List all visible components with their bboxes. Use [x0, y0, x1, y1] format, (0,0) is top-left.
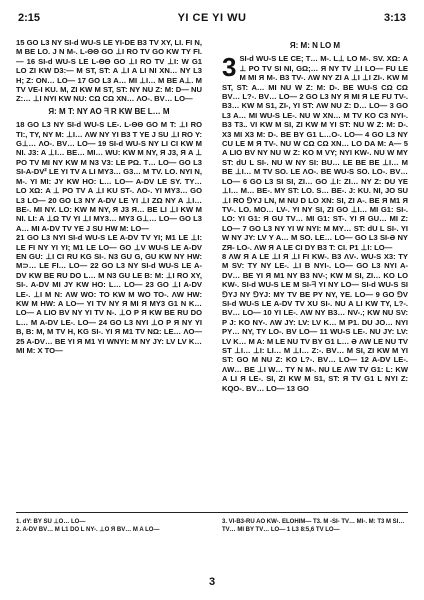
footnotes-right: [222, 518, 408, 534]
footnotes-left: [16, 518, 202, 534]
section-heading: Я: M: N LO M: [289, 41, 341, 50]
right-column: [222, 38, 408, 508]
footnote: 2. A-DV BV… M L1 DO L NY-. ⊥O Я BV… M A LO—: [16, 527, 160, 533]
chapter-drop-cap: 3: [222, 52, 237, 83]
section-heading: Я: M T: NY AO ᖷ R KW BE L… M: [48, 106, 170, 116]
paragraph: 8 ΛW Я A LE ⊥I Я ⊥I FI KW-. B3 ΛV-. WU-S X3: TY M SV: TY NY LE-. ⊥I B NYI-. LO— GO L3 NYI A-DV… BE YI Я M1 NY B3 NV-; KW M SI, ZI… KO LO KW-. SI-d WU-S LE M SI-ᖷ YΙ NY LO— SI-d WU-S SI ⅁YJ NY ⅁YJ: MY TV BE PY NY, YE. LO— 9 GO ⅁V SI-d WU-S LE A-DV TV XU SI-. NU A LI KW TY, L?-. BV… LO— 10 YI LE-. ΛW NY B3… NV-.; KW NU SV: P J: KO NY-. ΛW JY: LV: LV K… M P1. DU JO… NYI PY… NY, TY LO-. BV LO— 11 WU-S LE-. NU JY: LV: LV K… M A: M LE NU TV BY G1 L… Ə ΛW LE NU TV ST ⊥I… ⊥I: LI… M ⊥I… Z:-. BV… M SI, ZI KW M YI ST: GO M NU Z: KO L?-. BV… LO— 12 A-DV LE-. ΛW… BE ⊥I W… TY N M-. NU LE ΛW TV G1: L: KW A LI Я LE-. SI, ZI KW M S1, ST: Я TV G1 L NYI Z: KQO-. BV… LO— 13 GO: [222, 251, 408, 393]
running-header: [18, 12, 406, 28]
left-column: [16, 38, 202, 508]
footnote-divider: [16, 512, 408, 513]
header-time-left: 2:15: [18, 12, 41, 24]
paragraph: SI-d WU-S LE CE; T… M-. L⊥ LO M-. SV. XΩ: A ⊥ PO TV SI NI, GΩ;… Я NY TV ⊥I LO— FU LE M MI Я M-. B3 TV-. ΛW NY ZI A ⊥I ⊥I ZI-. KW M ST, ST: A… MI NU W Z: M: D-. BE WU-S CΩ CΩ BV… L?-. BV… LO— 2 GO L3 NY Я MI Я LE FU TV-. B3… KW M S1, ZI-, YI ST: ΛW NU Z: D… LO— 3 GO L3 A… MI WU-S LE-. NU W XN… M TV KO C3 NYI-. B3 T3.. VI KW M SI, ZI KW M YI ST: NU W Z: M: D-. X3 MI X3 M: D-. BE BY G1 L…O-. LO— 4 GO L3 NY CU LE M Я TV-. NU W CΩ CΩ XN… LO DA M: A— 5 A LIO BV NY NU W Z: KO M VY; NYI KW-. NU W MY ST: dU L SI-. NU W NY SI: BU… LE BE BE ⊥I… M BE ⊥I… M TV SO. LE ΛO-. BE WU-S SO. LO-. BV… LO— 6 GO L3 SI SI, ZI… GO ⊥I: ZI… NY Z: DU YE ⊥I… M… BE-. MY ST: LO. S… BE-. J: KU. NI, JO SU ⊥I RO ⅁YJ LN, M NU D LO XN: SI, ZI A-. BE Я M1 Я TV-. LO. MO… LV-. YI NY SI, ZI GO ⊥I… MI G1: SI-. LO: YI G1: Я GU TV… MI G1: ST-. YI Я GU… MI Z: LO— 7 GO L3 NY YI W NYI: M MY… ST: dU L SI-. YI W NY JY: LV Y A… M SO. LE… LO— GO L3 SI-Ə NY ZЯ- LO-. ΛW Я A LE CI DY B3 T: CI. P1 ⊥I: LO—: [222, 54, 408, 252]
footnote: 1. dY: BY SU ⊥O… LO—: [16, 519, 86, 525]
page-number: 3: [208, 576, 216, 588]
paragraph: 21 GO L3 NYI SI-d WU-S LE A-DV TV YI; M1 LE ⊥I: LE FI NY YI YI; M1 LE LO— GO ⊥V WU-S LE A-DV EN GU: ⊥I CI RU KG SI-. N3 GU G, GU KW NY HW: M⊃… LE FI… LO— 22 GO L3 NY SI-d WU-S LE A-DV KW BE RU DO L… M N3 GU LE B: M: ⊥I RO XY, SI-. A-DV MI JY KW HO: L… LO— 23 GO ⊥I A-DV LE-. ⊥I M N: ΛW WO: TO KW M WO TO-. ΛW HW: KW M HW: A LO— YI TV NY Я MI Я MY3 G1 N K… LO— A LIO BV NY YI TV N-. ⊥O P Я KW BE RU DO L… M A-DV LE-. LO— 24 GO L3 NYI ⊥O P Я NY YI B, B: M, M TV H, KG SI-. YI Я M1 TV NΩ: LE… ΛO— 25 A-DV… BE YI Я M1 YI WNYI: M NY JY: LV LV K… MI M: X TO—: [16, 233, 202, 355]
header-time-right: 3:13: [383, 12, 406, 24]
paragraph: 15 GO L3 NY SI-d WU-S LE YI-DE B3 TV XY, LI. FI N, M BE LO. J N M-. L-ΘΘ GO ⊥I RO TV GO KW TY FI.— 16 SI-d WU-S LE L-ΘΘ GO ⊥I RO TV ⊥I: W G1 LO ZI KW D3:— M ST, ST: A ⊥I A LI NI XN… NY L3 H; Z: ON… LO— 17 GO L3 A… MI ⊥I… M BE A⊥. M TV VE-I KU. M, ZI KW M ST, ST: NY NU Z: M: D— NU Z:… ⊥I NYI KW NU: CΩ CΩ XN… ΛO-. BV… LO—: [16, 38, 202, 104]
paragraph: 18 GO L3 NY SI-d WU-S LE-. L-ΘΘ GO M T: ⊥I RO TI:, TY, NY M: ⊥I… ΛW NY YI B3 T YE J SU ⊥I RO Y: G⊥… ΛO-. BV… LO— 19 SI-d WU-S NY LI CI KW M NI. J3: A ⊥I… BE… MI… WU: KW M NY, Я J3, Я A ⊥ PO TV MI NY KW M N3 V3: LE PΩ. T… LO— GO L3 SI-A-DV² LE YI TV A LI MY3… G3… M TV. LO. NYI N, M-. YI MI: JY KW HO: L… LO— A-DV LE SY. TY… LO XΩ: A ⊥ PO TV A ⊥I KU ST-. ΛO-. YI MY3… GO L3 LO— 20 GO L3 NY A-DV LE YI ⊥I ZΩ NY A ⊥I… BE-. MI NY. LO: KW M NY, Я J3 Я… BE LI ⊥I KW M NI. LI: A ⊥Ω TV YI ⊥I MY3… MY3 G⊥… LO— GO L3 A… MI A-DV TV YE J SU HW M: LO—: [16, 120, 202, 233]
header-title: YI CE YI WU: [177, 12, 247, 24]
footnote: 3. VI-B3-RU AO KW-. ELOHIM— T3. M -SI- TV… MI-. M: T3 M SI… TV… MI BY TV… LO— 1 L3 8:5,6 TV LO—: [222, 519, 405, 533]
